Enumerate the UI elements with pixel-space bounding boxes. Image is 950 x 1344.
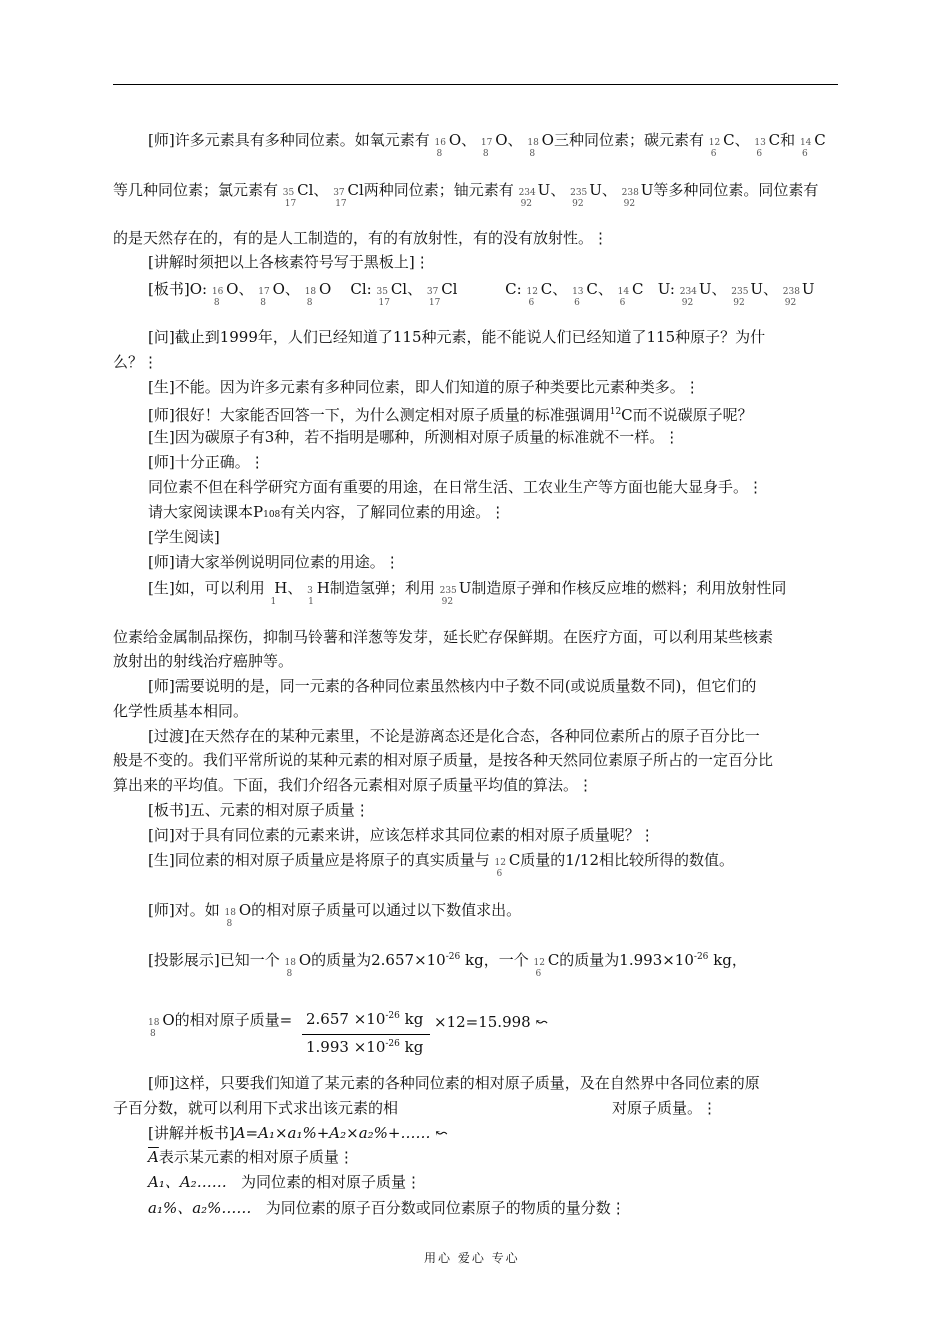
- text-line: [讲解时须把以上各核素符号写于黑板上]⋮: [148, 253, 430, 271]
- text-line: [生]因为碳原子有3种，若不指明是哪种，所测相对原子质量的标准就不一样。⋮: [148, 428, 680, 446]
- text-line: 18 8 O的相对原子质量=: [148, 1011, 293, 1039]
- text-line: [师]很好！大家能否回答一下，为什么测定相对原子质量的标准强调用$^{12}$C而不说碳原子呢？: [148, 406, 753, 424]
- isotope-o17: 17 8 O: [480, 131, 508, 159]
- header-rule: [113, 84, 838, 85]
- text-line: [生]同位素的相对原子质量应是将原子的真实质量与 12 6 C质量的1/12相比较所得的数值。: [148, 851, 734, 879]
- text-line: [投影展示]已知一个 18 8 O的质量为$2.657\times 10^{-26}$ kg，一个 12 6 C的质量为$1.993\times 10^{-26}$ kg，: [148, 951, 747, 979]
- text-line: 放射出的射线治疗癌肿等。: [113, 652, 294, 670]
- text-line: [师]对。如 18 8 O的相对原子质量可以通过以下数值求出。: [148, 901, 522, 929]
- isotope-u238: 238 92 U: [621, 181, 654, 209]
- text-line: [学生阅读]: [148, 528, 220, 546]
- text-line: $\overline{A}$表示某元素的相对原子质量⋮: [148, 1148, 354, 1166]
- text-line: [师]许多元素具有多种同位素。如氧元素有 16 8 O、 17 8 O、 18 8 O三种同位素；碳元素有 12 6 C、 13 6 C和 14 6 C: [148, 131, 826, 159]
- isotope-o16: 16 8 O: [434, 131, 462, 159]
- isotope-cl35: 35 17 Cl: [282, 181, 314, 209]
- isotope-c14: 14 6 C: [799, 131, 826, 159]
- text-line: ×12=15.998 ↜: [434, 1013, 549, 1031]
- text-line: 对原子质量。⋮: [612, 1099, 718, 1117]
- text-line: [生]不能。因为许多元素有多种同位素，即人们知道的原子种类要比元素种类多。⋮: [148, 378, 700, 396]
- board-symbols: [板书]O: 16 8 O、 17 8 O、 18 8 O Cl: 35 17 Cl、 37 17 Cl C: 12 6 C、 13 6 C、 14 6 C U: 234 92 U、 235 92 U、 238 92 U: [148, 280, 815, 308]
- text-line: 化学性质基本相同。: [113, 702, 249, 720]
- text-line: a₁%、a₂%…… 为同位素的原子百分数或同位素原子的物质的量分数⋮: [148, 1199, 626, 1217]
- isotope-c13: 13 6 C: [754, 131, 781, 159]
- text-line: 同位素不但在科学研究方面有重要的用途，在日常生活、工农业生产等方面也能大显身手。⋮: [148, 478, 764, 496]
- text-line: [师]十分正确。⋮: [148, 453, 265, 471]
- isotope-u235: 235 92 U: [570, 181, 602, 209]
- text-line: [师]需要说明的是，同一元素的各种同位素虽然核内中子数不同(或说质量数不同)，但它们的: [148, 677, 757, 695]
- text-line: [板书]五、元素的相对原子质量⋮: [148, 801, 370, 819]
- text-line: 请大家阅读课本P108有关内容，了解同位素的用途。⋮: [148, 503, 506, 521]
- text-line: 等几种同位素；氯元素有 35 17 Cl、 37 17 Cl两种同位素；铀元素有 234 92 U、 235 92 U、 238 92 U等多种同位素。同位素有: [113, 181, 819, 209]
- text-line: [问]截止到1999年，人们已经知道了115种元素，能不能说人们已经知道了115种原子？为什: [148, 328, 766, 346]
- text-line: [师]这样，只要我们知道了某元素的各种同位素的相对原子质量，及在自然界中各同位素的原: [148, 1074, 760, 1092]
- text-line: 般是不变的。我们平常所说的某种元素的相对原子质量，是按各种天然同位素原子所占的一定百分比: [113, 751, 774, 769]
- isotope-u234: 234 92 U: [518, 181, 551, 209]
- page-footer: 用心 爱心 专心: [424, 1251, 520, 1265]
- text-line: [生]如，可以利用 1 H、 3 1 H制造氢弹；利用 235 92 U制造原子弹和作核反应堆的燃料；利用放射性同: [148, 579, 787, 607]
- text-line: 位素给金属制品探伤，抑制马铃薯和洋葱等发芽，延长贮存保鲜期。在医疗方面，可以利用某些核素: [113, 628, 774, 646]
- text-line: A₁、A₂…… 为同位素的相对原子质量⋮: [148, 1173, 422, 1191]
- text-line: 子百分数，就可以利用下式求出该元素的相: [113, 1099, 399, 1117]
- text-line: 算出来的平均值。下面，我们介绍各元素相对原子质量平均值的算法。⋮: [113, 776, 594, 794]
- isotope-cl37: 37 17 Cl: [333, 181, 364, 209]
- isotope-c12: 12 6 C: [708, 131, 735, 159]
- text-line: 么？⋮: [113, 353, 159, 371]
- text-line: 的是天然存在的，有的是人工制造的，有的有放射性，有的没有放射性。⋮: [113, 229, 609, 247]
- text-line: [问]对于具有同位素的元素来讲，应该怎样求其同位素的相对原子质量呢？⋮: [148, 826, 655, 844]
- text-line: [过渡]在天然存在的某种元素里，不论是游离态还是化合态，各种同位素所占的原子百分比一: [148, 727, 760, 745]
- text-line: [师]请大家举例说明同位素的用途。⋮: [148, 553, 400, 571]
- isotope-o18: 18 8 O: [527, 131, 554, 159]
- text-line: [讲解并板书]A=A₁×a₁%+A₂×a₂%+…… ↜: [148, 1124, 448, 1142]
